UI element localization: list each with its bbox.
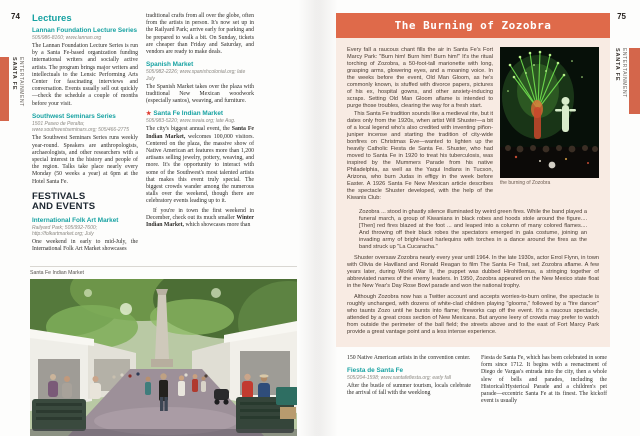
bold-market-name: Winter Indian Market, [146, 214, 254, 228]
folk-art-continued-text: traditional crafts from all over the globe, often from the artists in person. It's now set up in the Railyard Park; arrive early for parking and be prepared to walk a bit. On Sunday, tickets are cheaper than Friday and Saturday, and vendors are ready to make deals. [146, 13, 254, 56]
caption-divider-line [30, 266, 297, 267]
zozobra-photo-illustration [500, 47, 599, 178]
page-gutter [298, 0, 338, 436]
market-photo-illustration [30, 279, 297, 436]
tab-region-label: SANTA FE [11, 57, 17, 91]
zozobra-photo-caption: the burning of Zozobra [500, 180, 551, 186]
zozobra-paragraph-1: Every fall a raucous chant fills the air in Santa Fe's Fort Marcy Park: "Burn him! Burn him! Burn him!" It's the ritual torching of Zozobra, a 50-foot-tall marionette with long, grasping arms, glowering eyes, and a moaning voice. In the weeks before the event, Old Man Gloom, as he's commonly known, is stuffed with divorce papers, pictures of his ex, hospital gowns, and other anxiety-inducing scraps. Setting Old Man Gloom aflame is intended to purge those troubles, clearing the way for a fresh start. [347, 47, 493, 109]
zozobra-paragraph-3: Shuster oversaw Zozobra nearly every year until 1964. In the late 1930s, actor Errol Flynn, in town with Olivia de Havilland and Ronald Reagan to film The Santa Fe Trail, set Zozobra aflame. A few years later, during World War II, the puppet was dubbed Hirohitlemus, a stringing together of abbreviated names of the enemy leaders. In 1950, Zozobra appeared on the New Mexico state float in the New Year's Day Rose Bowl parade and won the national trophy. [347, 255, 599, 289]
market-photo [30, 279, 297, 436]
tab-section-label: ENTERTAINMENT [621, 48, 627, 98]
festivals-heading-line2: AND EVENTS [32, 201, 96, 213]
zozobra-box-title: The Burning of Zozobra [394, 19, 552, 32]
star-icon: ★ [146, 111, 152, 118]
zozobra-box [336, 38, 610, 347]
listing-folk-art-market [32, 217, 138, 254]
right-page-column-1 [347, 355, 471, 403]
listing-spanish-market [146, 61, 254, 105]
listing-fiesta-de-santa-fe [347, 367, 471, 397]
listing-body: The Southwest Seminars Series runs weekly year-round. Speakers are anthropologists, archaeologists, and other researchers with a special interest in the history and people of the region. Talks take place nearly every Monday (50 weeks a year) at 6pm at the Hotel Santa Fe. [32, 135, 138, 185]
body-text: which showcases more than [184, 221, 251, 228]
page-number-right: 75 [617, 12, 626, 21]
listing-title: Spanish Market [146, 61, 194, 69]
listing-title: Southwest Seminars Series [32, 112, 116, 120]
listing-body-paragraph-2 [146, 208, 254, 230]
zozobra-box-text-column [347, 47, 493, 202]
right-page-column-2 [481, 355, 607, 405]
listing-details: 505/986-8160; www.lannan.org [32, 35, 102, 41]
zozobra-paragraph-4: Although Zozobra now has a Twitter account and accepts worries-to-burn online, the spectacle is roughly unchanged, with dozens of white-clad children playing "glooms," followed by a "fire dancer" who taunts Zozo until he bursts into flame; fireworks cap off the event. It's a raucous spectacle, attended by a great cross section of New Mexicans. But anyone leery of crowds may prefer to watch from outside the perimeter of the ball field; the streets above and to the east of Fort Marcy Park provide a great vantage point and a less intense experience. [347, 294, 599, 335]
section-tab-marker-left [0, 57, 9, 121]
indian-market-continued-text: 150 Native American artists in the convention center. [347, 355, 471, 361]
zozobra-paragraph-2: This Santa Fe tradition sounds like a medieval rite, but it dates only from the 1920s, when artist Will Shuster—a bit of a local legend who's also credited with inventing piñon-juniper incense and starting the tradition of city-wide bonfires on Christmas Eve—wanted to lighten up the heavily Catholic Fiesta de Santa Fe. Shuster, who had moved to Santa Fe in 1920 to treat his tuberculosis, was inspired by the Mummers Parade from his native Philadelphia, as well as the Yaqui Indians in Tucson, Arizona, who burn Judas in effigy in the week before Easter. A 1926 Santa Fe New Mexican article describes the spectacle Shuster developed, with the help of the Kiwanis Club: [347, 111, 493, 201]
listing-details: 505/982-2226; www.spanishcolonial.org; late July [146, 69, 246, 82]
section-tab-right [614, 48, 627, 98]
listing-body-paragraph-1 [146, 126, 254, 205]
left-page-column-2 [146, 13, 254, 234]
listing-details: Railyard Park; 505/992-7600; http://folkartmarket.org; July [32, 224, 98, 238]
listing-body: After the bustle of summer tourism, locals celebrate the arrival of fall with the weeklong [347, 383, 471, 397]
body-text: The city's biggest annual event, the [146, 126, 232, 133]
section-tab-left [11, 57, 24, 107]
zozobra-quote: Zozobra ... stood in ghastly silence illuminated by weird green fires. While the band played a funeral march, a group of Kiwanians in black robes and hoods stole around the figure.... [Then] red fires blazed at the foot ... and leaped into a column of many colored flames.... And throwing off their black robes the spectators emerged in gala costume, joining an invading army of bright-hued harlequins with torches in a dance around the fires as the band struck up "La Cucaracha." [359, 209, 587, 250]
tab-region-label: SANTA FE [614, 48, 620, 82]
market-photo-caption: Santa Fe Indian Market [30, 270, 84, 276]
festivals-and-events-heading [32, 192, 138, 213]
bold-market-name: Santa Fe Indian Market, [146, 126, 254, 140]
section-tab-marker-right [629, 48, 640, 114]
tab-section-label: ENTERTAINMENT [18, 57, 24, 107]
lectures-heading: Lectures [32, 13, 72, 24]
zozobra-photo [500, 47, 599, 178]
listing-details: 1501 Paseo de Peralta; www.southwestseminars.org; 505/466-2775 [32, 120, 129, 134]
page-number-left: 74 [11, 12, 20, 21]
listing-title: Lannan Foundation Lecture Series [32, 27, 138, 34]
body-text: welcomes 100,000 visitors. Centered on the plaza, the massive show of Native American art features more than 1,200 artisans selling jewelry, pottery, weaving, and more. It's the opportunity to interact with some of the Southwest's most talented artists that makes this event truly special. The biggest crowds wander among the numerous stalls over the weekend, though there are celebratory events leading up to it. [146, 133, 254, 205]
body-text: If you're in town the first weekend in December, check out its much smaller [146, 207, 254, 221]
listing-body: The Spanish Market takes over the plaza with traditional New Mexican woodwork (especially santos), weaving, and furniture. [146, 83, 254, 105]
listing-body: The Lannan Foundation Lecture Series is run by a Santa Fe-based organization funding international writers and socially active artists. The program brings major writers and intellectuals to the Lensic Performing Arts Center for fascinating interviews and conversation. Events usually sell out quickly—check the schedule a couple of months before your visit. [32, 43, 138, 107]
zozobra-photo-column [500, 47, 599, 202]
fiesta-continued-text: Fiesta de Santa Fe, which has been celebrated in some form since 1712. It begins with a reenactment of Diego de Vargas's entrada into the city, then a whole slew of bells and parades, including the Historical/Hysterical Parade and a children's pet parade—eccentric Santa Fe at its finest. The kickoff event is usually [481, 355, 607, 405]
listing-title: International Folk Art Market [32, 216, 119, 224]
listing-indian-market [146, 110, 254, 229]
listing-details: 505/204-1598; www.santafefiesta.org; early fall [347, 375, 451, 382]
listing-title [146, 110, 254, 117]
listing-details: 505/983-5220; www.swaia.org; late Aug. [146, 118, 236, 125]
festivals-heading-line1: FESTIVALS [32, 190, 86, 202]
listing-title-text: Santa Fe Indian Market [153, 110, 223, 118]
listing-title: Fiesta de Santa Fe [347, 367, 404, 375]
listing-body: One weekend in early to mid-July, the International Folk Art Market showcases [32, 239, 138, 253]
listing-southwest-seminars [32, 113, 138, 186]
left-page-column-1 [32, 13, 138, 259]
listing-lannan-foundation [32, 27, 138, 108]
zozobra-box-header [336, 13, 610, 38]
zozobra-box-top-row [347, 47, 599, 202]
